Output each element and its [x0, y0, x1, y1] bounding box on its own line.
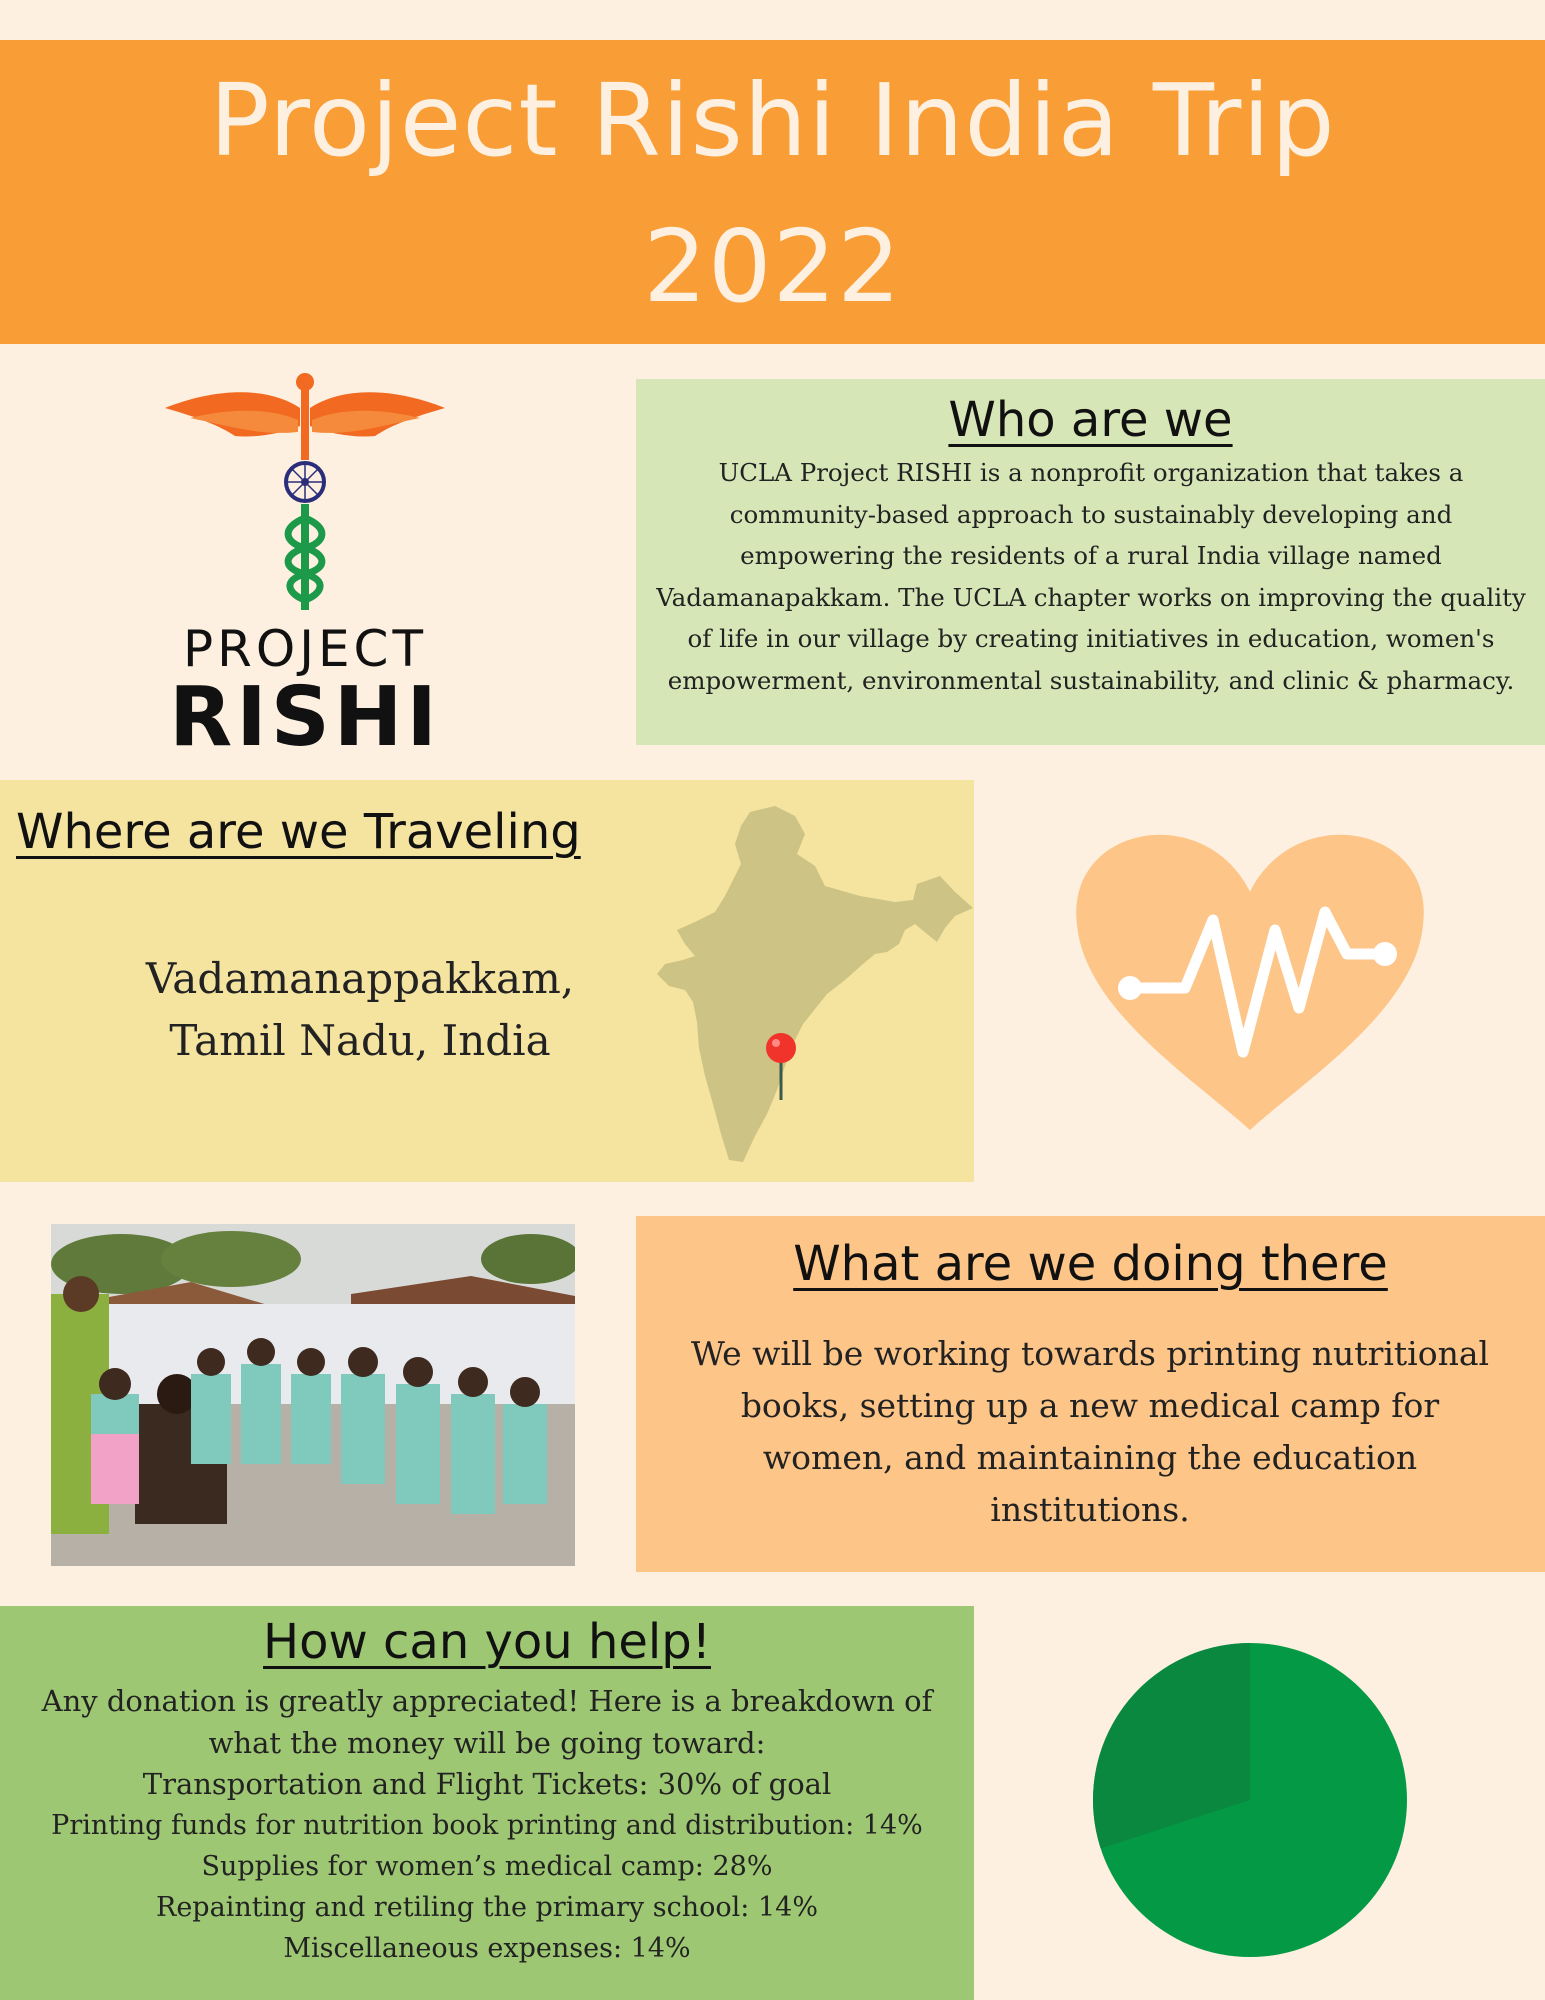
who-are-we-text: UCLA Project RISHI is a nonprofit organization that takes a community-based approach to sustainably developing and empowering the residents of a rural India village named Vadamanapakkam. The UCLA chapter works on improving the quality of life in our village by creating initiatives in education, women's empowerment, environmental sustainability, and clinic & pharmacy. — [656, 458, 1526, 695]
title-line-2: 2022 — [643, 208, 902, 325]
caduceus-logo-icon — [160, 368, 450, 618]
title-line-1: Project Rishi India Trip — [209, 62, 1336, 179]
what-doing-heading: What are we doing there — [793, 1236, 1388, 1292]
help-item: Repainting and retiling the primary school: 14% — [156, 1892, 818, 1923]
schoolchildren-photo — [51, 1224, 575, 1566]
donation-pie-icon — [1090, 1640, 1410, 1960]
what-doing-text: We will be working towards printing nutritional books, setting up a new medical camp for women, and maintaining the education institutions. — [690, 1334, 1490, 1529]
destination-line-1: Vadamanappakkam, — [145, 954, 575, 1003]
logo-word-project: PROJECT — [182, 620, 428, 678]
help-text — [0, 1680, 974, 1969]
destination-line-2: Tamil Nadu, India — [169, 1016, 551, 1065]
help-item: Transportation and Flight Tickets: 30% of goal — [142, 1767, 832, 1801]
help-item: Supplies for women’s medical camp: 28% — [201, 1851, 773, 1882]
india-map-icon — [655, 804, 975, 1164]
where-traveling-heading: Where are we Traveling — [16, 804, 581, 860]
help-intro: Any donation is greatly appreciated! Here is a breakdown of what the money will be going toward: — [41, 1684, 933, 1760]
logo-word-rishi: RISHI — [169, 670, 441, 765]
heart-heartbeat-icon — [1075, 830, 1425, 1130]
help-heading: How can you help! — [263, 1614, 711, 1670]
destination-text — [110, 948, 610, 1072]
help-item: Miscellaneous expenses: 14% — [283, 1933, 691, 1964]
help-item: Printing funds for nutrition book printing and distribution: 14% — [51, 1810, 923, 1841]
page-title — [0, 48, 1545, 340]
who-are-we-heading: Who are we — [948, 392, 1233, 448]
